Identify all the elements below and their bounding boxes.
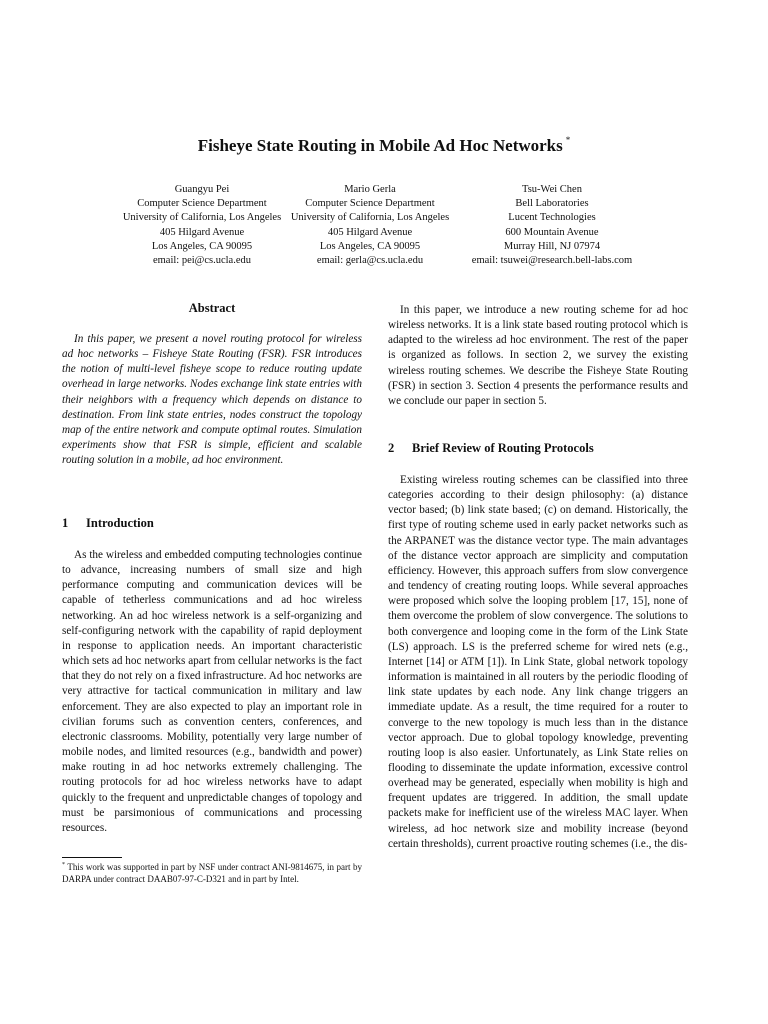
section-1-body: [62, 548, 362, 836]
footnote-mark: *: [62, 862, 65, 868]
author-affiliation: University of California, Los Angeles: [122, 212, 282, 224]
author-name: Guangyu Pei: [174, 184, 230, 195]
author-address: 405 Hilgard Avenue: [327, 226, 413, 238]
author-affiliation: Computer Science Department: [305, 198, 435, 210]
section-1-heading: [62, 516, 154, 531]
title-text: Fisheye State Routing in Mobile Ad Hoc Networks: [197, 136, 563, 155]
footnote-rule: [62, 857, 122, 858]
abstract-body: [62, 332, 362, 468]
section-2-paragraph: Existing wireless routing schemes can be classified into three categories according to their design philosophy: (a) distance vector based; (b) link state based; (c) on demand. Historically, the first type of routing scheme used in early packet networks such as the ARPANET was the distance vector type. The main advantages of the distance vector approach are simplicity and computation efficiency. However, this approach suffers from slow convergence and tendency of creating routing loops. While several approaches were proposed which solve the looping problem [17, 15], none of them overcome the problem of slow convergence. The solutions to both convergence and looping come in the form of the Link State (LS) approach. LS is the preferred scheme for wired nets (e.g., Internet [14] or ATM [1]). In Link State, global network topology information is maintained in all routers by the periodic flooding of link state updates by each node. Any link change triggers an immediate update. As a result, the time required for a router to converge to the new topology is much less than in the distance vector approach. Due to global topology knowledge, preventing routing loop is also easier. Unfortunately, as Link State relies on flooding to disseminate the update information, excessive control overhead may be generated, especially when mobility is high and frequent updates are triggered. In addition, the small update packets make for inefficient use of the wireless MAC layer. When wireless, ad hoc network size and mobility increase (beyond certain thresholds), current proactive routing schemes (i.e., the dis-: [388, 474, 688, 850]
footnote: [62, 860, 362, 886]
intro-continued: [388, 303, 688, 409]
author-affiliation: Bell Laboratories: [515, 198, 589, 210]
author-address: 405 Hilgard Avenue: [159, 226, 245, 238]
author-email: email: pei@cs.ucla.edu: [152, 254, 251, 266]
section-title: Brief Review of Routing Protocols: [412, 441, 594, 455]
section-number: 1: [62, 516, 69, 530]
author-affiliation: University of California, Los Angeles: [290, 212, 450, 224]
author-affiliation: Computer Science Department: [137, 198, 267, 210]
author-address: 600 Mountain Avenue: [505, 226, 599, 238]
section-title: Introduction: [86, 516, 154, 530]
author-address: Los Angeles, CA 90095: [151, 240, 253, 252]
section-2-heading: [388, 441, 594, 456]
section-number: 2: [388, 441, 395, 455]
section-2-body: [388, 473, 688, 852]
author-affiliation: Lucent Technologies: [508, 212, 596, 224]
author-block-chen: [460, 183, 644, 268]
abstract-heading: Abstract: [188, 301, 236, 315]
author-address: Los Angeles, CA 90095: [319, 240, 421, 252]
author-block-pei: [105, 183, 299, 268]
author-block-gerla: [282, 183, 458, 268]
footnote-text: This work was supported in part by NSF under contract ANI-9814675, in part by DARPA under contract DAAB07-97-C-D321 and in part by Intel.: [62, 862, 362, 884]
author-address: Murray Hill, NJ 07974: [503, 240, 601, 252]
author-email: email: tsuwei@research.bell-labs.com: [471, 254, 633, 266]
paper-title: [0, 128, 768, 158]
section-1-paragraph: As the wireless and embedded computing technologies continue to advance, increasing numbers of small size and high performance computing and communication devices will be capable of tetherless communications and ad hoc wireless networking. An ad hoc wireless network is a self-organizing and self-configuring network with the capability of rapid deployment in response to application needs. An important characteristic which sets ad hoc networks apart from cellular networks is the fact that they do not rely on a fixed infrastructure. Ad hoc networks are very attractive for tactical communication in military and law enforcement. They are also expected to play an important role in civilian forums such as convention centers, conferences, and electronic classrooms. Mobility, potentially very large number of mobile nodes, and limited resources (e.g., bandwidth and power) make routing in ad hoc networks extremely challenging. The routing protocols for ad hoc wireless networks have to adapt quickly to the frequent and unpredictable changes of topology and must be parsimonious of communications and processing resources.: [62, 549, 362, 834]
intro-paragraph: In this paper, we introduce a new routing scheme for ad hoc wireless networks. It is a link state based routing protocol which is adapted to the wireless ad hoc environment. The rest of the paper is organized as follows. In section 2, we survey the existing wireless routing schemes. We describe the Fisheye State Routing (FSR) in section 3. Section 4 presents the performance results and we conclude our paper in section 5.: [388, 304, 688, 407]
author-email: email: gerla@cs.ucla.edu: [316, 254, 424, 266]
abstract-text: In this paper, we present a novel routing protocol for wireless ad hoc networks – Fisheye State Routing (FSR). FSR introduces the notion of multi-level fisheye scope to reduce routing update overhead in large networks. Nodes exchange link state entries with their neighbors with a frequency which depends on distance to destination. From link state entries, nodes construct the topology map of the entire network and compute optimal routes. Simulation experiments show that FSR is simple, efficient and scalable routing solution in a mobile, ad hoc environment.: [62, 333, 362, 467]
author-name: Tsu-Wei Chen: [522, 184, 582, 195]
title-footnote-mark: *: [565, 135, 571, 145]
author-name: Mario Gerla: [344, 184, 396, 195]
